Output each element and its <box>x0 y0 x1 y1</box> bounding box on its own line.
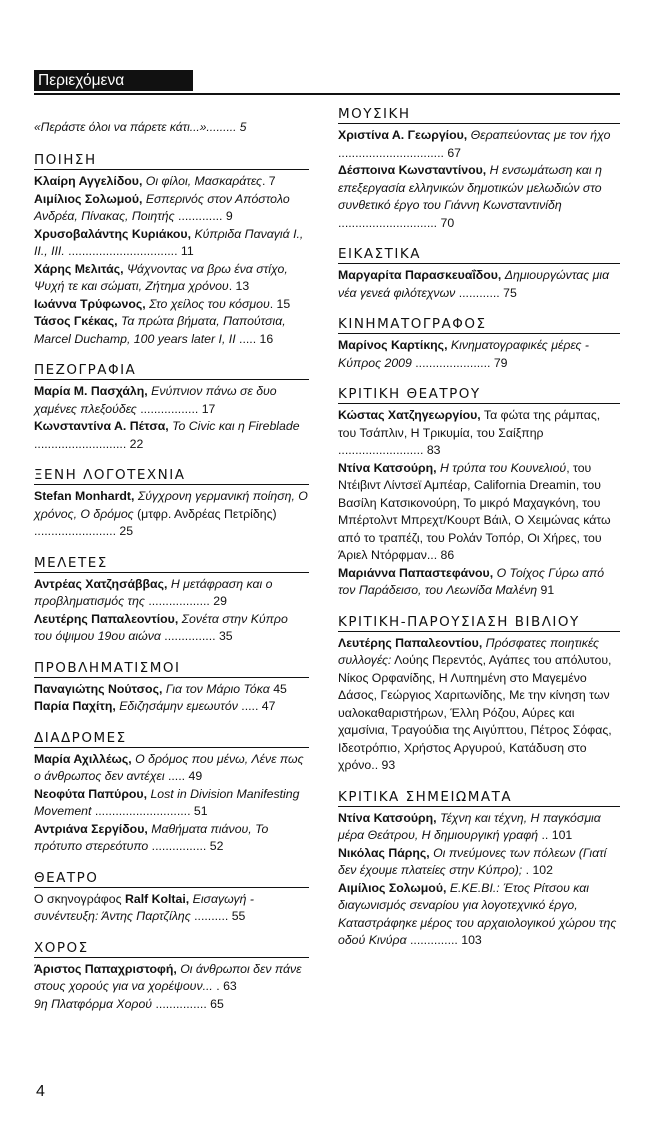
entry-author: Ντίνα Κατσούρη, <box>338 810 437 825</box>
toc-entry <box>338 880 620 950</box>
entry-title: Σονέτα στην Κύπρο του όψιμου 19ου αιώνα <box>34 611 288 643</box>
toc-section <box>338 789 620 950</box>
header-bar-decoration <box>159 70 193 91</box>
entry-title: Lost in Division Manifesting Movement <box>34 786 300 818</box>
entry-rest: ..... 16 <box>235 331 274 346</box>
entry-author: Ντίνα Κατσούρη, <box>338 460 437 475</box>
entry-rest: Λούης Περεντός, Αγάπες του απόλυτου, Νίκος Ορφανίδης, Η Λυπημένη στο Μαγεμένο Δάσος, Γεώργιος Χαριτωνίδης, Με την κίνηση των υαλοκαθαριστήρων, Έλλη Ρόζου, Αύρες και χαμσίνια, Τραγούδια της Αιγύπτου, Πέτρος Σόφας, Ιδεοτρόπιο, Χρήστος Αργυρού, Κατάδυση στο χρόνο.. 93 <box>338 653 612 772</box>
entry-title: Τέχνη και τέχνη, Η παγκόσμια μέρα Θεάτρου, Η δημιουργική γραφή <box>338 810 601 842</box>
toc-entry <box>338 267 620 302</box>
entry-title: Οι πνεύμονες των πόλεων (Γιατί δεν έχουμε πλατείες στην Κύπρο); <box>338 845 607 877</box>
entry-title: Για τον Μάριο Τόκα <box>165 681 270 696</box>
section-title: ΚΙΝΗΜΑΤΟΓΡΑΦΟΣ <box>338 316 620 334</box>
entry-author: Μαριάννα Παπαστεφάνου, <box>338 565 494 580</box>
section-title: ΠΟΙΗΣΗ <box>34 152 309 170</box>
entry-author: Stefan Monhardt, <box>34 489 135 503</box>
toc-section <box>34 152 309 348</box>
entry-title: Ενύπνιον πάνω σε δυο χαμένες πλεξούδες <box>34 384 277 416</box>
section-title: ΧΟΡΟΣ <box>34 940 309 958</box>
toc-entry <box>34 173 309 191</box>
toc-entry <box>34 226 309 261</box>
entry-rest: ............... 35 <box>160 629 233 643</box>
entry-rest: 45 <box>269 681 287 696</box>
left-column <box>34 106 309 1027</box>
entry-author: Μαρία Αχιλλέως, <box>34 751 132 766</box>
toc-section <box>34 555 309 646</box>
section-title: ΠΡΟΒΛΗΜΑΤΙΣΜΟΙ <box>34 660 309 678</box>
section-title: ΠΕΖΟΓΡΑΦΙΑ <box>34 362 309 380</box>
entry-rest: .............. 103 <box>406 933 482 947</box>
toc-section <box>338 106 620 232</box>
entry-title: Εσπερινός στον Απόστολο Ανδρέα, Πίνακας, Ποιητής <box>34 191 290 223</box>
toc-entry <box>34 891 309 926</box>
contents-title: Περιεχόμενα <box>34 70 159 91</box>
toc-entry <box>34 698 309 716</box>
entry-title: 9η Πλατφόρμα Χορού <box>34 996 153 1011</box>
toc-entry <box>34 296 309 314</box>
entry-title: Σύγχρονη γερμανική ποίηση, Ο χρόνος, Ο δρόμος <box>34 489 308 521</box>
toc-entry <box>34 576 309 611</box>
entry-rest: . 63 <box>212 979 237 993</box>
toc-entry <box>34 488 309 541</box>
entry-rest: ................................ 11 <box>64 244 194 258</box>
toc-entry <box>338 810 620 845</box>
entry-author: Ιωάννα Τρύφωνος, <box>34 296 146 311</box>
toc-entry <box>34 751 309 786</box>
entry-author: Μαρίνος Καρτίκης, <box>338 338 448 352</box>
entry-title: Τα πρώτα βήματα, Παπούτσια, Marcel Duchamp, 100 years later I, II <box>34 314 286 346</box>
entry-author: Δέσποινα Κωνσταντίνου, <box>338 163 487 177</box>
page-number: 4 <box>36 1083 45 1100</box>
entry-title: Ε.ΚΕ.ΒΙ.: Έτος Ρίτσου και διαγωνισμός σεναρίου για λογοτεχνικό έργο, Καταστράφηκε μέρος του αρχαιολογικού χώρου της οδού Κινύρα <box>338 880 617 947</box>
entry-pre: Ο σκηνογράφος <box>34 891 125 906</box>
toc-entry <box>34 681 309 699</box>
section-title: ΚΡΙΤΙΚΗ-ΠΑΡΟΥΣΙΑΣΗ ΒΙΒΛΙΟΥ <box>338 614 620 632</box>
entry-author: Λευτέρης Παπαλεοντίου, <box>338 635 483 650</box>
toc-entry <box>34 313 309 348</box>
section-title: ΕΙΚΑΣΤΙΚΑ <box>338 246 620 264</box>
toc-entry <box>34 418 309 453</box>
toc-entry <box>34 821 309 856</box>
entry-title: Οι φίλοι, Μασκαράτες <box>145 174 262 188</box>
toc-section <box>338 614 620 775</box>
toc-section <box>338 246 620 302</box>
entry-author: Χριστίνα Α. Γεωργίου, <box>338 128 468 142</box>
entry-rest: .................. 29 <box>144 594 227 608</box>
entry-title: Ο δρόμος που μένω, Λένε πως ο άνθρωπος δεν αντέχει <box>34 751 304 783</box>
entry-rest: .. 101 <box>538 828 573 842</box>
contents-header <box>34 70 620 95</box>
entry-rest: . 15 <box>269 296 291 311</box>
entry-author: Νεοφύτα Παπύρου, <box>34 786 148 801</box>
entry-title: Οι άνθρωποι δεν πάνε στους χορούς για να χορέψουν... <box>34 961 302 993</box>
toc-entry <box>338 162 620 232</box>
toc-section <box>338 316 620 372</box>
entry-rest: ...................... 79 <box>411 355 508 370</box>
entry-title: Θεραπεύοντας με τον ήχο <box>470 128 611 142</box>
entry-rest: ............ 75 <box>455 285 517 300</box>
toc-entry <box>338 407 620 460</box>
entry-rest: 91 <box>537 583 555 597</box>
entry-rest: ........................... 22 <box>34 436 144 451</box>
entry-title: Η τρύπα του Κουνελιού <box>439 460 567 475</box>
right-column <box>338 106 620 964</box>
section-title: ΚΡΙΤΙΚΗ ΘΕΑΤΡΟΥ <box>338 386 620 404</box>
entry-rest: .......... 55 <box>190 909 246 923</box>
entry-author: Κώστας Χατζηγεωργίου, <box>338 408 481 422</box>
entry-rest: ............................. 70 <box>338 215 455 230</box>
entry-author: Λευτέρης Παπαλεοντίου, <box>34 611 179 626</box>
toc-entry <box>338 565 620 600</box>
entry-title: Το Civic και η Fireblade <box>172 419 300 433</box>
entry-title: Εδιζησάμην εμεωυτόν <box>119 699 238 713</box>
entry-rest: . 102 <box>522 863 553 877</box>
toc-section <box>34 870 309 926</box>
entry-author: Άριστος Παπαχριστοφή, <box>34 961 177 976</box>
toc-entry <box>34 191 309 226</box>
section-title: ΘΕΑΤΡΟ <box>34 870 309 888</box>
entry-author: Μαρία Μ. Πασχάλη, <box>34 384 148 398</box>
toc-entry <box>34 383 309 418</box>
entry-title: Η μετάφραση και ο προβληματισμός της <box>34 576 273 608</box>
toc-entry <box>34 961 309 996</box>
section-title: ΞΕΝΗ ΛΟΓΟΤΕΧΝΙΑ <box>34 467 309 485</box>
toc-section <box>338 386 620 600</box>
entry-author: Ralf Koltai, <box>124 891 190 906</box>
entry-rest: ............... 65 <box>152 996 224 1011</box>
toc-section <box>34 940 309 1014</box>
entry-title: Κινηματογραφικές μέρες - Κύπρος 2009 <box>338 338 589 370</box>
entry-author: Μαργαρίτα Παρασκευαΐδου, <box>338 268 502 282</box>
section-title: ΜΟΥΣΙΚΗ <box>338 106 620 124</box>
toc-entry <box>34 786 309 821</box>
section-title: ΚΡΙΤΙΚΑ ΣΗΜΕΙΩΜΑΤΑ <box>338 789 620 807</box>
entry-author: Παρία Παχίτη, <box>34 699 116 713</box>
toc-section <box>34 730 309 856</box>
entry-author: Αιμίλιος Σολωμού, <box>34 191 143 206</box>
entry-title: Δημιουργώντας μια νέα γενεά φιλότεχνων <box>338 268 610 300</box>
entry-title: Μαθήματα πιάνου, Το πρότυπο στερεότυπο <box>34 821 269 853</box>
entry-author: Κλαίρη Αγγελίδου, <box>34 174 143 188</box>
entry-title: Κύπριδα Παναγιά I., II., III. <box>34 226 304 258</box>
entry-rest: Τα φώτα της ράμπας, του Τσάπλιν, Η Τρικυμία, του Σαίξπηρ ......................... 83 <box>338 408 601 457</box>
entry-rest: ............................ 51 <box>91 804 208 818</box>
entry-rest: ................ 52 <box>148 839 224 853</box>
toc-entry <box>338 127 620 162</box>
toc-section <box>34 362 309 453</box>
entry-rest: ............. 9 <box>174 209 233 223</box>
entry-author: Χάρης Μελιτάς, <box>34 261 124 276</box>
entry-title: Η ενσωμάτωση και η επεξεργασία ελληνικών δημοτικών μελωδιών στο συνθετικό έργο του Γιάννη Κωνσταντινίδη <box>338 163 602 212</box>
section-title: ΔΙΑΔΡΟΜΕΣ <box>34 730 309 748</box>
entry-rest: ..... 49 <box>164 769 203 783</box>
entry-rest: . 13 <box>228 279 250 293</box>
entry-author: Χρυσοβαλάντης Κυριάκου, <box>34 226 192 241</box>
toc-section <box>34 467 309 541</box>
toc-entry <box>338 845 620 880</box>
toc-entry <box>338 337 620 372</box>
entry-author: Κωνσταντίνα Α. Πέτσα, <box>34 419 169 433</box>
entry-title: Πρόσφατες ποιητικές συλλογές: <box>338 635 599 667</box>
entry-title: Ψάχνοντας να βρω ένα στίχο, Ψυχή τε και σώματι, Ζήτημα χρόνου <box>34 261 288 293</box>
entry-rest: ................. 17 <box>136 401 216 416</box>
toc-entry <box>338 635 620 775</box>
intro-entry: «Περάστε όλοι να πάρετε κάτι...»......... 5 <box>34 120 247 134</box>
entry-author: Αιμίλιος Σολωμού, <box>338 880 447 895</box>
entry-rest: ..... 47 <box>237 699 276 713</box>
toc-entry <box>338 460 620 565</box>
entry-title: Στο χείλος του κόσμου <box>149 296 270 311</box>
entry-rest: , του Ντέιβιντ Λίντσεϊ Αμπέαρ, California Dreamin, του Βασίλη Κατσικονούρη, Το μικρό Μαχαγκόνη, του Μπέρτολντ Μπρεχτ/Κουρτ Βάιλ, Ο Χειμώνας κάτω από το τραπέζι, του Ρολάν Τοπόρ, Οι Χήρες, του Άριελ Ντόρφμαν... 86 <box>338 460 611 562</box>
toc-entry <box>34 261 309 296</box>
entry-rest: . 7 <box>261 174 276 188</box>
entry-rest: ............................... 67 <box>338 145 462 160</box>
entry-title: Ο Τοίχος Γύρω από τον Παράδεισο, του Λεωνίδα Μαλένη <box>338 565 605 597</box>
entry-author: Νικόλας Πάρης, <box>338 845 430 860</box>
entry-author: Αντρέας Χατζησάββας, <box>34 576 168 591</box>
entry-rest: (μτφρ. Ανδρέας Πετρίδης) ........................ 25 <box>34 506 277 538</box>
entry-author: Παναγιώτης Νούτσος, <box>34 681 163 696</box>
entry-author: Τάσος Γκέκας, <box>34 314 118 328</box>
toc-entry <box>34 996 309 1014</box>
entry-title: Εισαγωγή - συνέντευξη: Άντης Παρτζίλης <box>34 891 254 923</box>
entry-author: Αντριάνα Σεργίδου, <box>34 821 148 836</box>
toc-section <box>34 660 309 716</box>
section-title: ΜΕΛΕΤΕΣ <box>34 555 309 573</box>
toc-entry <box>34 611 309 646</box>
